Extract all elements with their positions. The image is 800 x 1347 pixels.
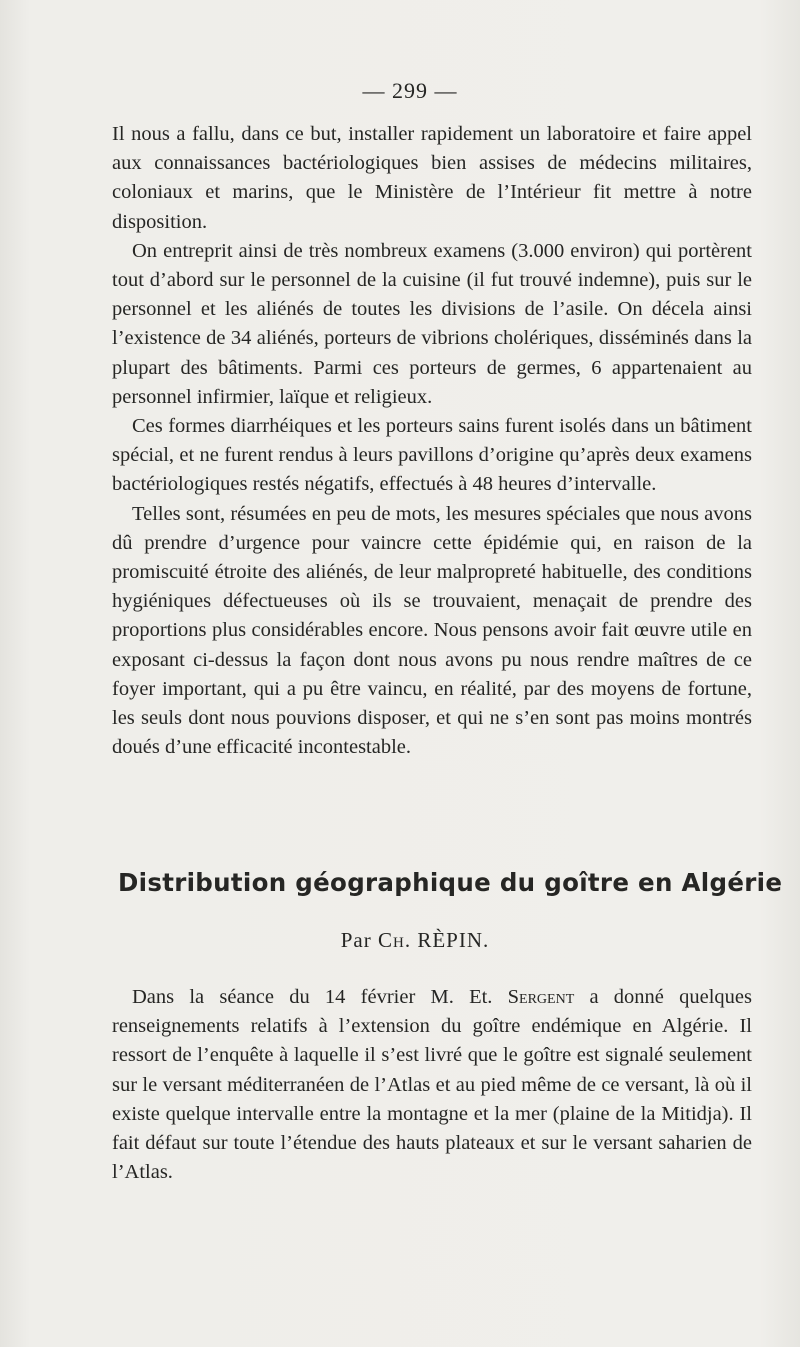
paragraph: On entreprit ainsi de très nombreux examens (3.000 environ) qui portèrent tout d’abord sur le personnel de la cuisine (il fut trouvé indemne), puis sur le personnel et les aliénés de toutes les divisions de l’asile. On décela ainsi l’existence de 34 aliénés, porteurs de vibrions cholériques, disséminés dans la plupart des bâtiments. Parmi ces porteurs de germes, 6 appartenaient au personnel infirmier, laïque et religieux.: [112, 239, 752, 408]
article-title: Distribution géographique du goître en Algérie: [118, 868, 783, 897]
paragraph: Ces formes diarrhéiques et les porteurs sains furent isolés dans un bâtiment spécial, et ne furent rendus à leurs pavillons d’origine qu’après deux examens bactériologiques restés négatifs, effectués à 48 heures d’intervalle.: [112, 415, 752, 496]
author-name: Ch. RÈPIN.: [377, 928, 490, 952]
byline-prefix: Par: [340, 928, 372, 952]
paragraph: Il nous a fallu, dans ce but, installer rapidement un laboratoire et faire appel aux connaissances bactériologiques bien assises de médecins militaires, coloniaux et marins, que le Ministère de l’Intérieur fit mettre à notre disposition.: [112, 123, 752, 233]
paragraph-rest: a donné quelques renseignements relatifs à l’extension du goître endémique en Algérie. Il ressort de l’enquête à laquelle il s’est livré que le goître est signalé seulement sur le versant méditerranéen de l’Atlas et au pied même de ce versant, là où il existe quelque intervalle entre la montagne et la mer (plaine de la Mitidja). Il fait défaut sur toute l’étendue des hauts plateaux et sur le versant saharien de l’Atlas.: [112, 986, 752, 1184]
article-byline: [0, 928, 800, 953]
previous-article-text: [112, 120, 752, 762]
paragraph: [112, 983, 752, 1187]
paragraph-start: Dans la séance du 14 février M. Et.: [132, 986, 508, 1008]
page-number: — 299 —: [362, 78, 458, 103]
paragraph: Telles sont, résumées en peu de mots, les mesures spéciales que nous avons dû prendre d’urgence pour vaincre cette épidémie qui, en raison de la promiscuité étroite des aliénés, de leur malpropreté habituelle, des conditions hygiéniques défectueuses où ils se trouvaient, menaçait de prendre des proportions plus considérables encore. Nous pensons avoir fait œuvre utile en exposant ci-dessus la façon dont nous avons pu nous rendre maîtres de ce foyer important, qui a pu être vaincu, en réalité, par des moyens de fortune, les seuls dont nous pouvions disposer, et qui ne s’en sont pas moins montrés doués d’une efficacité incontestable.: [112, 502, 752, 759]
cited-author: Sergent: [507, 986, 575, 1008]
article-text: [112, 983, 752, 1187]
